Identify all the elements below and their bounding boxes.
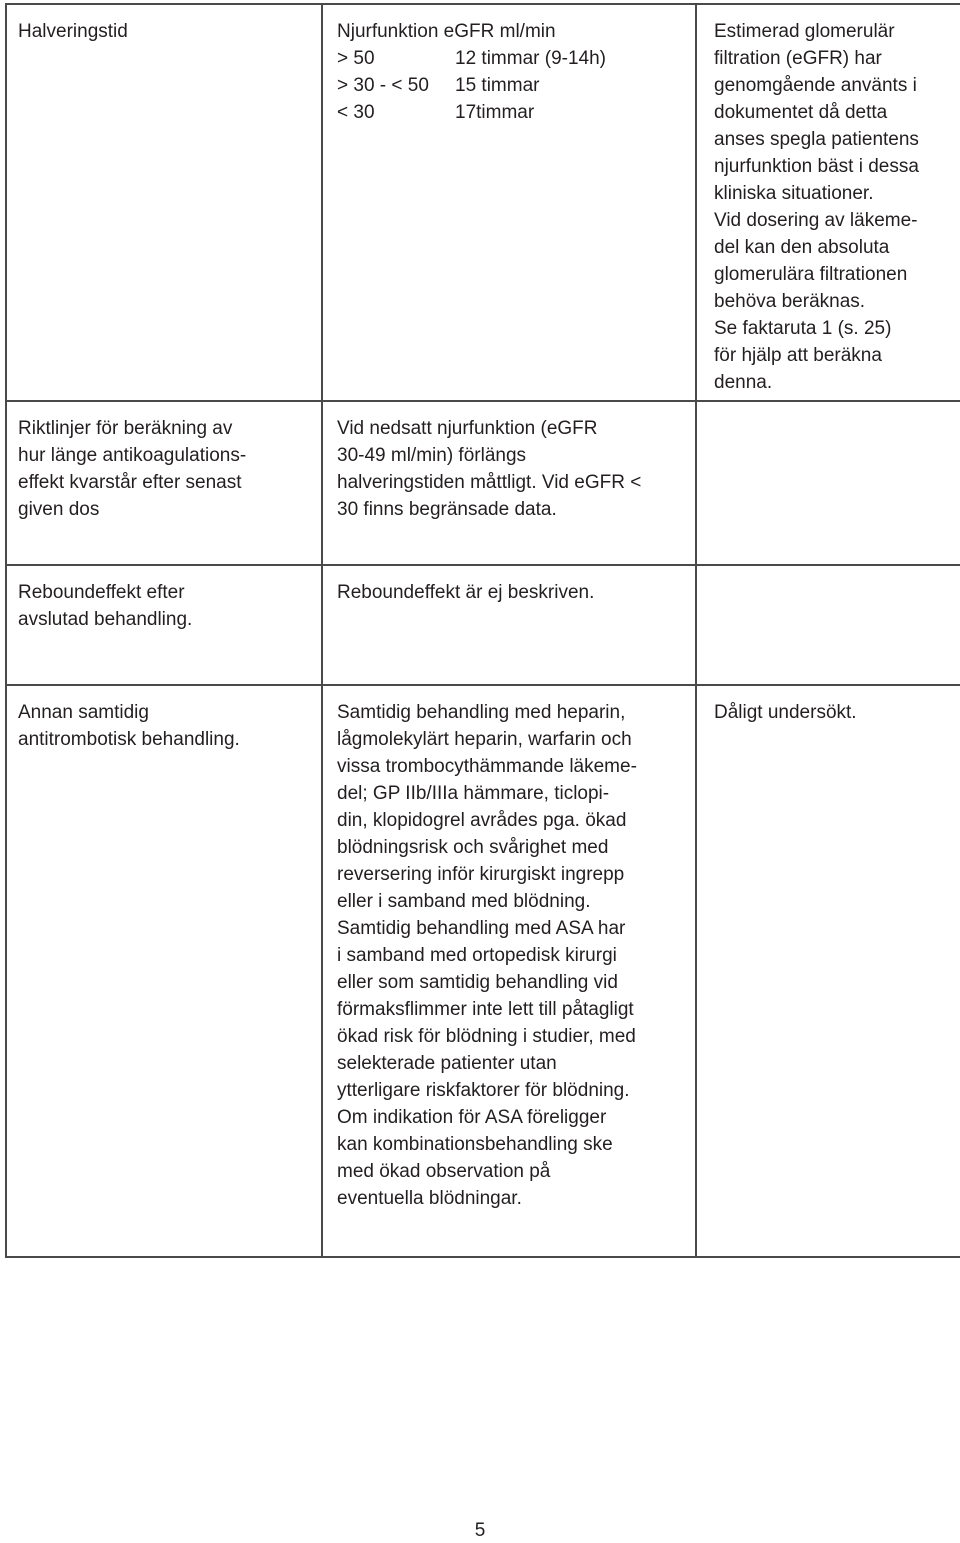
content-line: 30-49 ml/min) förlängs bbox=[337, 445, 527, 466]
row-label-cell bbox=[6, 565, 322, 685]
content-line: ytterligare riskfaktorer för blödning. bbox=[337, 1080, 630, 1101]
row-content bbox=[323, 566, 695, 606]
content-line: ökad risk för blödning i studier, med bbox=[337, 1026, 636, 1047]
note-line: Dåligt undersökt. bbox=[714, 702, 857, 723]
row-label-line: antitrombotisk behandling. bbox=[18, 729, 240, 750]
row-label-cell bbox=[6, 401, 322, 565]
egfr-range: < 30 bbox=[337, 102, 375, 123]
note-line: Se faktaruta 1 (s. 25) bbox=[714, 318, 892, 339]
row-content-cell bbox=[322, 685, 696, 1257]
egfr-range: > 30 - < 50 bbox=[337, 75, 429, 96]
note-line: dokumentet då detta bbox=[714, 102, 888, 123]
content-line: Samtidig behandling med heparin, bbox=[337, 702, 626, 723]
row-content-cell bbox=[322, 401, 696, 565]
row-content bbox=[323, 686, 695, 1212]
row-note-cell bbox=[696, 4, 960, 401]
row-label-line: hur länge antikoagulations- bbox=[18, 445, 247, 466]
half-life-value: 17timmar bbox=[455, 102, 535, 123]
row-label-line: Halveringstid bbox=[18, 21, 128, 42]
content-line: 30 finns begränsade data. bbox=[337, 499, 557, 520]
note-line: del kan den absoluta bbox=[714, 237, 890, 258]
content-line: vissa trombocythämmande läkeme- bbox=[337, 756, 637, 777]
content-line: selekterade patienter utan bbox=[337, 1053, 557, 1074]
row-note-cell bbox=[696, 401, 960, 565]
content-line: din, klopidogrel avrådes pga. ökad bbox=[337, 810, 627, 831]
content-line: reversering inför kirurgiskt ingrepp bbox=[337, 864, 625, 885]
half-life-value: 12 timmar (9-14h) bbox=[455, 48, 606, 69]
content-line: eventuella blödningar. bbox=[337, 1188, 522, 1209]
row-content bbox=[323, 402, 695, 523]
row-note bbox=[697, 5, 960, 396]
content-line: halveringstiden måttligt. Vid eGFR < bbox=[337, 472, 642, 493]
row-note bbox=[697, 686, 960, 726]
row-label-line: avslutad behandling. bbox=[18, 609, 193, 630]
row-label bbox=[7, 5, 321, 45]
row-label bbox=[7, 686, 321, 753]
row-label-line: Riktlinjer för beräkning av bbox=[18, 418, 233, 439]
row-content-cell bbox=[322, 565, 696, 685]
row-note-cell bbox=[696, 685, 960, 1257]
content-line: eller i samband med blödning. bbox=[337, 891, 591, 912]
table-row-antithrombotic bbox=[6, 685, 960, 1257]
half-life-value: 15 timmar bbox=[455, 75, 540, 96]
row-label-cell bbox=[6, 685, 322, 1257]
content-line: Om indikation för ASA föreligger bbox=[337, 1107, 607, 1128]
row-label-line: effekt kvarstår efter senast bbox=[18, 472, 242, 493]
content-line: lågmolekylärt heparin, warfarin och bbox=[337, 729, 632, 750]
row-content bbox=[323, 5, 695, 126]
content-line: i samband med ortopedisk kirurgi bbox=[337, 945, 617, 966]
content-line: Reboundeffekt är ej beskriven. bbox=[337, 582, 595, 603]
content-line: förmaksflimmer inte lett till påtagligt bbox=[337, 999, 634, 1020]
table-row-rebound bbox=[6, 565, 960, 685]
note-line: filtration (eGFR) har bbox=[714, 48, 882, 69]
row-label-cell bbox=[6, 4, 322, 401]
content-line: med ökad observation på bbox=[337, 1161, 551, 1182]
table-row-half-life bbox=[6, 4, 960, 401]
note-line: för hjälp att beräkna bbox=[714, 345, 882, 366]
note-line: behöva beräknas. bbox=[714, 291, 866, 312]
content-line: Vid nedsatt njurfunktion (eGFR bbox=[337, 418, 598, 439]
row-note-cell bbox=[696, 565, 960, 685]
egfr-range: > 50 bbox=[337, 48, 375, 69]
row-label-line: Annan samtidig bbox=[18, 702, 149, 723]
row-label bbox=[7, 566, 321, 633]
info-table bbox=[5, 3, 960, 1258]
row-content-cell bbox=[322, 4, 696, 401]
note-line: genomgående använts i bbox=[714, 75, 917, 96]
note-line: anses spegla patientens bbox=[714, 129, 919, 150]
page-number: 5 bbox=[474, 1520, 486, 1541]
content-line: Samtidig behandling med ASA har bbox=[337, 918, 626, 939]
row-label-line: given dos bbox=[18, 499, 100, 520]
note-line: Vid dosering av läkeme- bbox=[714, 210, 918, 231]
content-line: del; GP IIb/IIIa hämmare, ticlopi- bbox=[337, 783, 610, 804]
note-line: kliniska situationer. bbox=[714, 183, 874, 204]
row-label-line: Reboundeffekt efter bbox=[18, 582, 185, 603]
info-table-body bbox=[6, 4, 960, 1257]
content-line: eller som samtidig behandling vid bbox=[337, 972, 618, 993]
content-line: blödningsrisk och svårighet med bbox=[337, 837, 609, 858]
egfr-heading: Njurfunktion eGFR ml/min bbox=[337, 21, 556, 42]
table-row-guidelines bbox=[6, 401, 960, 565]
note-line: Estimerad glomerulär bbox=[714, 21, 895, 42]
note-line: denna. bbox=[714, 372, 773, 393]
note-line: njurfunktion bäst i dessa bbox=[714, 156, 919, 177]
note-line: glomerulära filtrationen bbox=[714, 264, 908, 285]
egfr-range-row bbox=[337, 45, 687, 72]
row-label bbox=[7, 402, 321, 523]
egfr-range-row bbox=[337, 72, 687, 99]
content-line: kan kombinationsbehandling ske bbox=[337, 1134, 613, 1155]
egfr-range-row bbox=[337, 99, 687, 126]
